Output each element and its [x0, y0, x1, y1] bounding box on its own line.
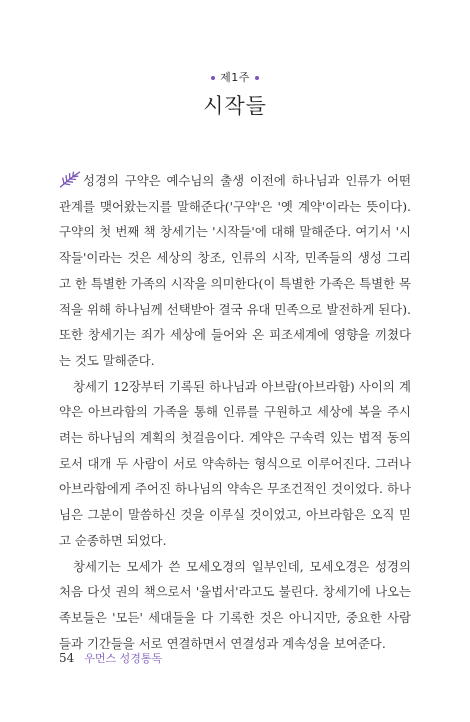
- page-footer: [59, 650, 162, 666]
- chapter-title: 시작들: [203, 94, 267, 118]
- dot-icon: [211, 76, 215, 80]
- leaf-icon: [59, 171, 81, 188]
- page-number: 54: [59, 651, 75, 665]
- book-title: 우먼스 성경통독: [84, 652, 163, 665]
- paragraph: [59, 168, 411, 374]
- paragraph: 창세기는 모세가 쓴 모세오경의 일부인데, 모세오경은 성경의 처음 다섯 권의 책으로서 '율법서'라고도 불린다. 창세기에 나오는 족보들은 '모든' 세대들을 다 기록한 것은 아니지만, 중요한 사람들과 기간들을 서로 연결하면서 연결성과 계속성을 보여준다.: [59, 558, 411, 651]
- week-label: [0, 69, 470, 85]
- dot-icon: [255, 76, 259, 80]
- paragraph: 창세기 12장부터 기록된 하나님과 아브람(아브라함) 사이의 계약은 아브라함의 가족을 통해 인류를 구원하고 세상에 복을 주시려는 하나님의 계획의 첫걸음이다. 계약은 구속력 있는 법적 동의로서 대개 두 사람이 서로 약속하는 형식으로 이루어진다. 그러나 아브라함에게 주어진 하나님의 약속은 무조건적인 것이었다. 하나님은 그분이 말씀하신 것을 이루실 것이었고, 아브라함은 오직 믿고 순종하면 되었다.: [59, 378, 411, 548]
- paragraph-text: 성경의 구약은 예수님의 출생 이전에 하나님과 인류가 어떤 관계를 맺어왔는지를 말해준다('구약'은 '옛 계약'이라는 뜻이다). 구약의 첫 번째 책 창세기는 '시작들'에 대해 말해준다. 여기서 '시작들'이라는 것은 세상의 창조, 인류의 시작, 민족들의 생성 그리고 한 특별한 가족의 시작을 의미한다(이 특별한 가족은 특별한 목적을 위해 하나님께 선택받아 결국 유대 민족으로 발전하게 된다). 또한 창세기는 죄가 세상에 들어와 온 피조세계에 영향을 끼쳤다는 것도 말해준다.: [59, 173, 411, 368]
- body-text: [59, 168, 411, 656]
- week-label-text: 제1주: [220, 71, 250, 84]
